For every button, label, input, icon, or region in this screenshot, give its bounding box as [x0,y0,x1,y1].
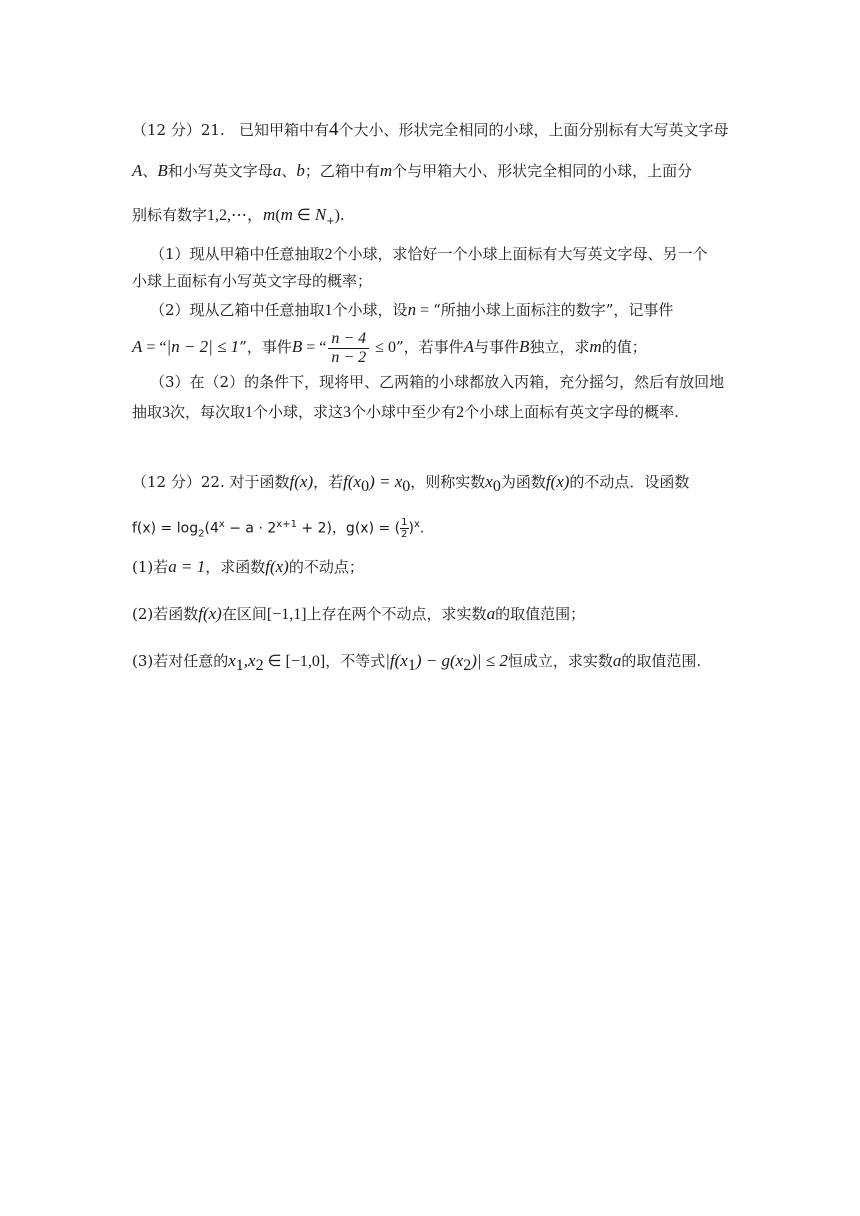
q21-part-3-line-2: 抽取3次，每次取1个小球，求这3个小球中至少有2个小球上面标有英文字母的概率. [132,403,679,421]
q22-function-definition: $f(x) = \log_2(4^x - a \cdot 2^{x+1} + 2)$，g(x) = ( $\frac{1}{2}$ )$^x$. [132,517,425,541]
q22-sub-3: (3)若对任意的$x_1,x_2$ ∈ [−1,0]，不等式$|f(x_1) - g(x_2)| \le 2$恒成立，求实数a的取值范围. [132,651,702,674]
q21-header: （12 分）21. [132,121,225,139]
q21-part-2-line-1: （2）现从乙箱中任意抽取1个小球，设n = “所抽小球上面标注的数字”，记事件 [150,300,674,319]
q22-header: （12 分）22. [132,473,225,491]
q21-line-1: （12 分）21. 已知甲箱中有4个大小、形状完全相同的小球，上面分别标有大写英文字母 [132,119,729,140]
q21-line-3: 别标有数字1,2,⋯，m(m ∈ $N_+$). [132,205,345,227]
q21-part-1-line-2: 小球上面标有小写英文字母的概率； [132,272,373,290]
q21-line-2: A、B和小写英文字母a、b；乙箱中有m个与甲箱大小、形状完全相同的小球，上面分 [132,161,693,180]
fraction-one-half: $\frac{1}{2}$ [401,517,408,541]
q21-part-1-line-1: （1）现从甲箱中任意抽取2个小球，求恰好一个小球上面标有大写英文字母、另一个 [150,245,708,263]
q21-part-3-line-1: （3）在（2）的条件下，现将甲、乙两箱的小球都放入丙箱，充分摇匀，然后有放回地 [150,373,725,391]
fraction-n-minus-4-over-n-minus-2: $\frac{n - 4}{n - 2}$ [328,330,369,367]
q22-line-1: （12 分）22. 对于函数f(x)，若$f(x_0) = x_0$，则称实数$x_0$为函数f(x)的不动点．设函数 [132,472,690,495]
q21-part-2-line-2: A = “|n − 2| ≤ 1”，事件B = “ $\frac{n - 4}{n - 2}$ ≤ 0”，若事件A与事件B独立，求m的值； [132,329,647,366]
q22-sub-2: (2)若函数f(x)在区间[−1,1]上存在两个不动点，求实数a的取值范围； [132,604,586,623]
q22-sub-1: (1)若a = 1，求函数f(x)的不动点； [132,557,364,576]
